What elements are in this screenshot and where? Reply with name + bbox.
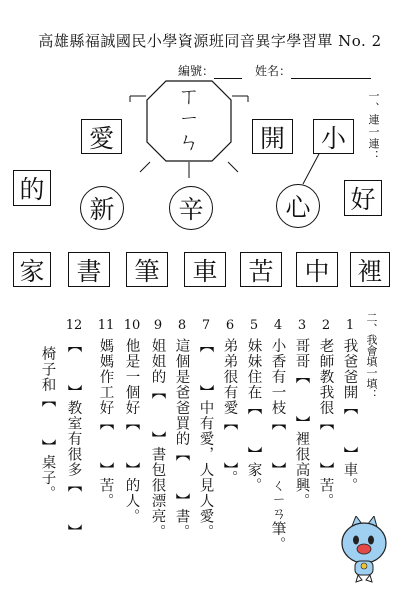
sentence-10: 他是一個好【 】的人。 [123, 338, 140, 524]
char-box-che[interactable]: 車 [184, 252, 226, 287]
sentence-number-1: 1 [345, 318, 355, 333]
char-box-ai[interactable]: 愛 [81, 119, 122, 154]
sentence-9: 姐姐的【 】書包很漂亮。 [149, 338, 166, 540]
sentence-number-12: 12 [65, 318, 83, 333]
char-box-bi[interactable]: 筆 [126, 252, 168, 287]
sentence-number-7: 7 [201, 318, 211, 333]
sentence-number-10: 10 [123, 318, 141, 333]
sentence-number-8: 8 [177, 318, 187, 333]
phonetic-octagon [146, 80, 232, 162]
char-box-ku[interactable]: 苦 [240, 252, 282, 287]
sentence-11: 媽媽作工好【 】苦。 [97, 338, 114, 509]
char-box-xiao[interactable]: 小 [313, 119, 354, 154]
circle-xin-bitter[interactable]: 辛 [169, 186, 213, 230]
sentence-number-9: 9 [153, 318, 163, 333]
char-box-shu[interactable]: 書 [68, 252, 110, 287]
title-text: 高雄縣福誠國民小學資源班同音異字學習單 [38, 32, 333, 50]
sentence-6: 弟弟很有愛【 】。 [221, 338, 238, 486]
sentence-3: 哥哥【 】裡很高興。 [293, 338, 310, 509]
mascot-character-icon [338, 516, 390, 588]
sentence-2: 老師教我很【 】苦。 [317, 338, 334, 509]
sentence-number-11: 11 [97, 318, 115, 333]
char-box-zhong[interactable]: 中 [296, 252, 338, 287]
serial-label: 編號： [178, 64, 215, 78]
sentence-12-part1: 【 】教室有很多【 】 [65, 338, 82, 540]
char-box-hao[interactable]: 好 [344, 180, 382, 216]
phonetic-xi: ㄒ [178, 84, 200, 108]
phonetic-yi: ㄧ [178, 107, 200, 131]
sheet-number: No. 2 [338, 32, 382, 50]
char-box-li[interactable]: 裡 [350, 252, 390, 287]
circle-xin-new[interactable]: 新 [80, 186, 124, 230]
name-label: 姓名： [255, 64, 292, 78]
section2-label: 二、我會填一填： [365, 312, 378, 400]
sentence-8: 這個是爸爸買的【 】書。 [173, 338, 190, 540]
sentence-number-6: 6 [225, 318, 235, 333]
sentence-12-part2: 椅子和【 】桌子。 [39, 346, 56, 501]
char-box-de[interactable]: 的 [13, 170, 51, 206]
sentence-number-4: 4 [273, 318, 283, 333]
sentence-1: 我爸爸開【 】車。 [341, 338, 358, 493]
sentence-number-3: 3 [297, 318, 307, 333]
char-box-jia[interactable]: 家 [13, 252, 51, 287]
circle-xin-heart[interactable]: 心 [276, 184, 320, 228]
phonetic-en: ㄣ [178, 130, 200, 154]
sentence-4: 小香有一枝【 】ㄑㄧㄢ筆。 [269, 338, 286, 553]
sentence-number-2: 2 [321, 318, 331, 333]
sentence-7: 【 】中有愛，人見人愛。 [197, 338, 214, 540]
sentence-5: 妹妹住在【 】家。 [245, 338, 262, 493]
char-box-kai[interactable]: 開 [252, 119, 293, 154]
sentence-number-5: 5 [249, 318, 259, 333]
section1-label: 一、連一連： [367, 90, 380, 162]
